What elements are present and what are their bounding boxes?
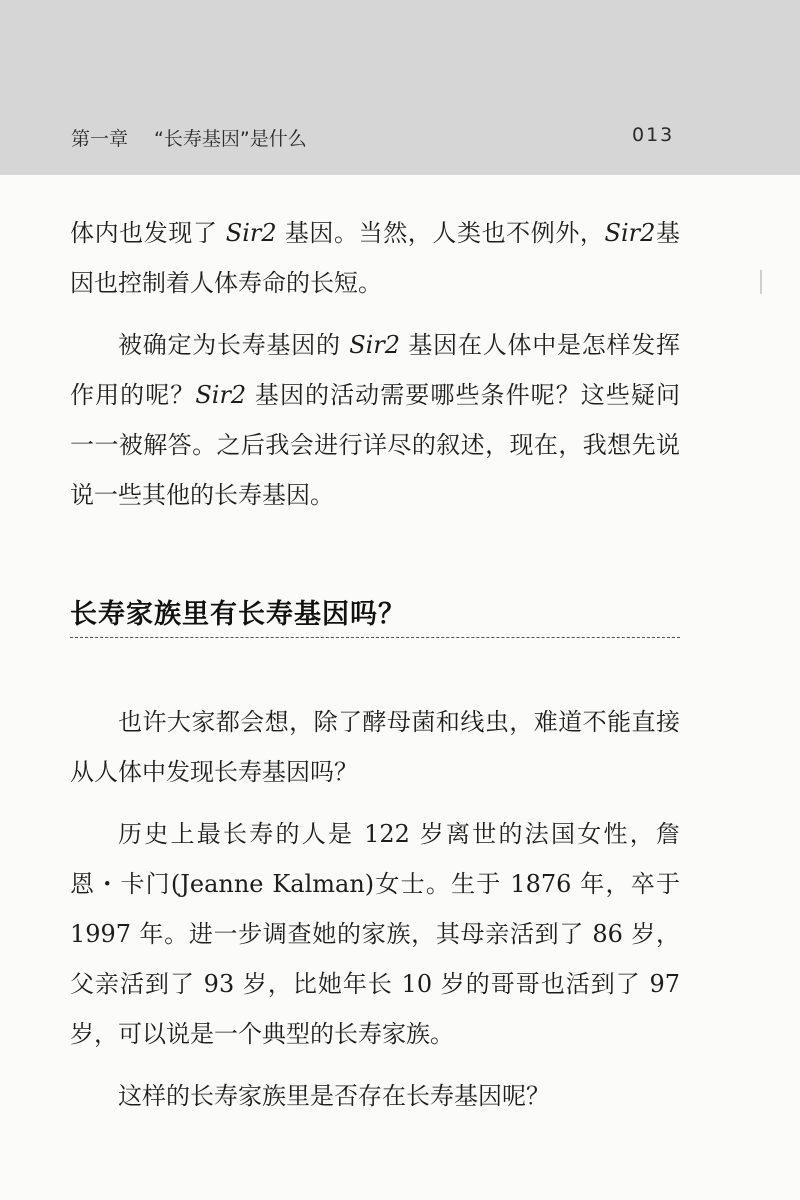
body-text-bottom: [70, 697, 680, 1121]
paragraph-1: 体内也发现了 Sir2 基因。当然，人类也不例外，Sir2基因也控制着人体寿命的长短。: [70, 219, 680, 297]
paragraph-2: 被确定为长寿基因的 Sir2 基因在人体中是怎样发挥作用的呢？Sir2 基因的活动需要哪些条件呢？这些疑问一一被解答。之后我会进行详尽的叙述，现在，我想先说说一些其他的长寿基因。: [70, 331, 680, 509]
gene-name: Sir2: [604, 219, 656, 247]
paragraph-4: 历史上最长寿的人是 122 岁离世的法国女性，詹恩・卡门(Jeanne Kalman)女士。生于 1876 年，卒于 1997 年。进一步调查她的家族，其母亲活到了 86 岁，父亲活到了 93 岁，比她年长 10 岁的哥哥也活到了 97 岁，可以说是一个典型的长寿家族。: [70, 820, 680, 1048]
section-heading: [70, 592, 680, 638]
body-text-top: [70, 208, 680, 520]
gene-name: Sir2: [225, 219, 277, 247]
gene-name: Sir2: [195, 381, 247, 409]
paper-mark: [760, 270, 762, 294]
page-number: 013: [632, 124, 675, 146]
chapter-name: “长寿基因”是什么: [154, 128, 307, 150]
chapter-title: [71, 124, 307, 151]
paragraph-3: 也许大家都会想，除了酵母菌和线虫，难道不能直接从人体中发现长寿基因吗？: [70, 708, 680, 786]
running-header: [0, 0, 800, 175]
section-heading-text: 长寿家族里有长寿基因吗？: [70, 599, 406, 630]
chapter-number: 第一章: [71, 128, 129, 150]
paragraph-5: 这样的长寿家族里是否存在长寿基因呢？: [118, 1082, 550, 1110]
gene-name: Sir2: [349, 331, 401, 359]
